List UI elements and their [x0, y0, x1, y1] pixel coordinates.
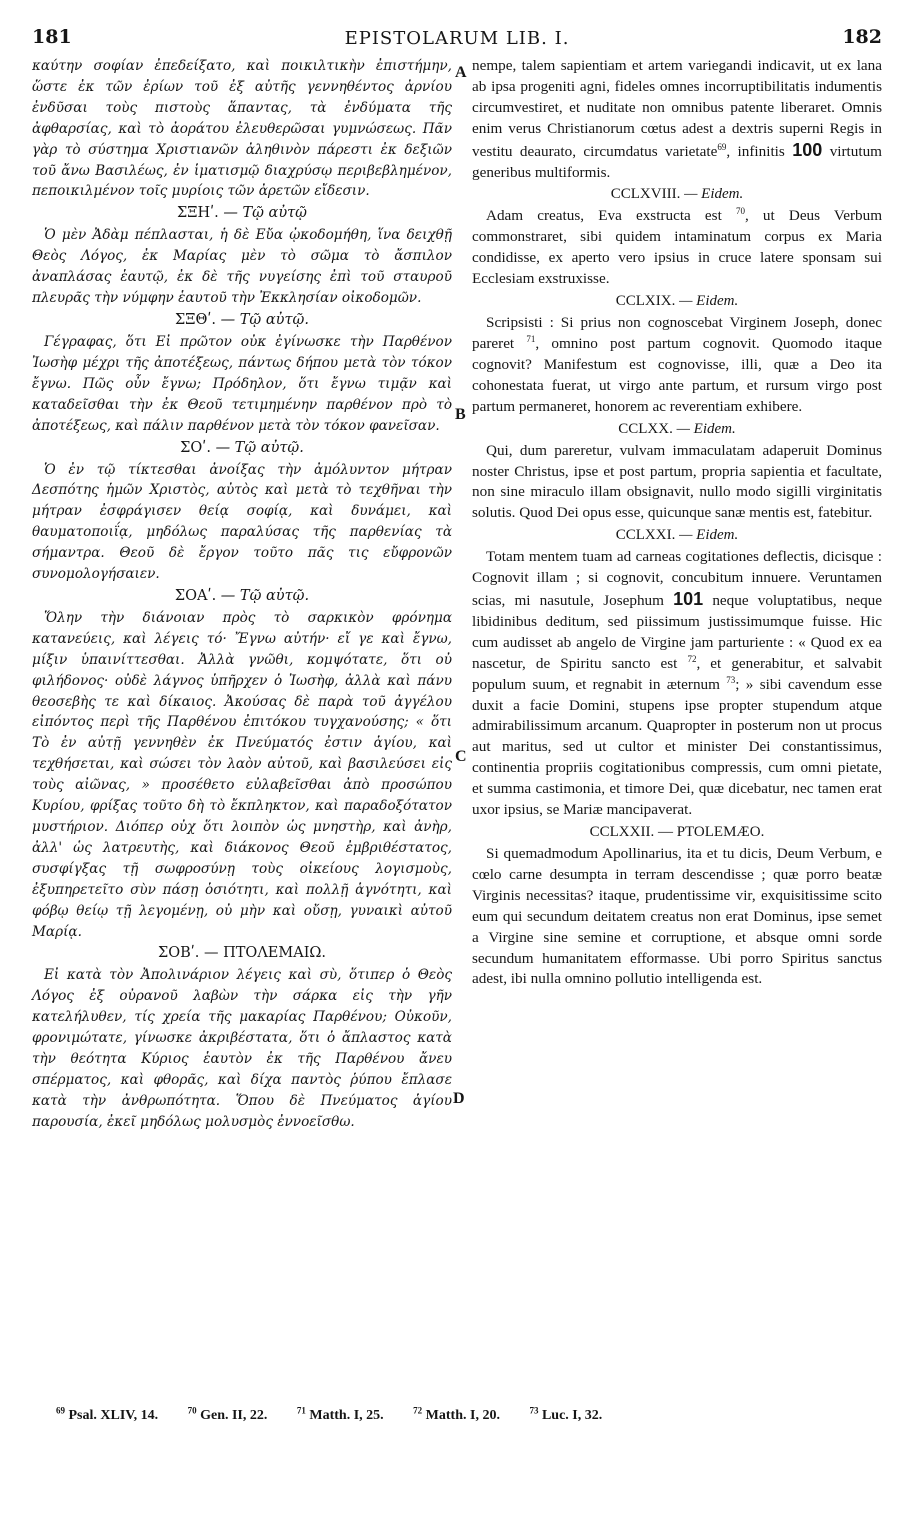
greek-paragraph: Ὁ μὲν Ἀδὰμ πέπλασται, ἡ δὲ Εὔα ᾠκοδομήθη, ἵνα δειχθῇ Θεὸς Λόγος, ἐκ Μαρίας μὲν τὸ σῶμα τὸ ἄσπιλον ἀναπλάσας ἑαυτῷ, ἐκ δὲ τῆς νυγείσης ἐπὶ τοῦ σταυροῦ πλευρᾶς τὴν νύμφην ἑαυτοῦ τὴν Ἐκκλησίαν οἰκοδομῶν. [32, 227, 452, 307]
footnote-number: 71 [296, 1405, 306, 1416]
column-number: 101 [673, 589, 704, 610]
footnote [529, 1405, 603, 1423]
page-number-right: 182 [842, 26, 882, 48]
footnote [187, 1405, 268, 1423]
margin-marker-d: D [453, 1090, 465, 1107]
footnote-ref: 72 [687, 653, 697, 664]
letter-number: CCLXXII. [589, 824, 655, 840]
text-run: , ut Deus Verbum commonstraret, sibi quidem intaminatum corpus ex Maria condidisse, ex aperto vero ipsius in cruce latere sponsam sui Ecclesiam exstruxisse. [472, 207, 883, 288]
footnote-ref: 71 [526, 333, 536, 344]
greek-paragraph: καύτην σοφίαν ἐπεδείξατο, καὶ ποικιλτικὴν ἐπιστήμην, ὥστε ἐκ τῶν ἐρίων τοῦ ἐξ αὐτῆς γεννηθέντος ἀρνίου ἐνδῦσαι τοὺς πιστοὺς ἅπαντας, τὰ ἐνδύματα τῆς ἀφθαρσίας, καὶ τὸ ἀοράτου ἐλευθερῶσαι γυμνώσεως. Πᾶν γὰρ τὸ σύστημα Χριστιανῶν ἀληθινὸν πάρεστι ἐκ δεξιῶν τοῦ ἄνω Βασιλέως, ἐν ἱματισμῷ διαχρύσῳ περιβεβλημένον, πεποικιλμένον τοῖς μυρίοις τῶν ἀρετῶν εἴδεσιν. [32, 58, 452, 200]
text-run: nempe, talem sapientiam et artem variegandi indicavit, ut ex lana ab ipsa progeniti agni, fideles omnes incorruptibilitatis indumentis circumvestiret, et nuditate non omnibus patente liberaret. Omnis enim verus Christianorum cœtus adest a dextris superni Regis in vestitu deaurato, circumdatus varietate [472, 57, 882, 160]
letter-number: ΣΟΒʹ. [157, 945, 200, 962]
latin-paragraph: Si quemadmodum Apollinarius, ita et tu dicis, Deum Verbum, e cœlo carne desumpta in terram descendisse ; quæ porro beatæ Virginis necessitas? itaque, prudentissime vir, exquisitissime scito eum qui secundum deitatem creatus non erat Dominus, ipse semet a Virgine sine semine et corruptione, et absque omni sorde secundum humanitatem efformasse. Ubi porro Spiritus sanctus adest, ibi nulla omnino pollutio intelligenda est. [472, 845, 882, 988]
text-run: ; » sibi cavendum esse duxit a facie Domini, stupens ipse propter stupendum atque admirabilissimum arcanum. Quapropter in posterum non ut procus aut maritus, sed ut cultor et minister Dei constantissimus, continentia propriis cogitationibus compressis, cum omni pietate, et summa castimonia, et timore Dei, quæ dicebatur, nec tamen erat uxor ipsius, se Mariæ mancipaverat. [472, 675, 882, 819]
latin-paragraph: Qui, dum pareretur, vulvam immaculatam adaperuit Dominus noster Christus, ipse et post partum, propria sapientia et facultate, non sine miraculo illam obsignavit, nullo modo sigilli virginitatis solutis. Quod Dei opus esse, quicunque sanæ mentis est, fatebitur. [472, 441, 882, 522]
text-run: Scripsisti : Si prius non cognoscebat Virginem Joseph, donec pareret [472, 314, 882, 352]
latin-letter-heading [472, 822, 882, 843]
footnote-text: Matth. I, 20. [425, 1408, 500, 1423]
footnote-text: Psal. XLIV, 14. [68, 1408, 159, 1423]
latin-paragraph [472, 313, 882, 418]
margin-marker-b: B [455, 406, 466, 423]
letter-addressee: — Eidem. [676, 420, 736, 437]
letter-number: CCLXIX. [615, 293, 676, 310]
text-run: neque voluptatibus, neque libidinibus deditum, sed piissimum justissimumque fuisse. Hic cum audisset ab angelo de Virgine jam parturiente : « Quod ex ea nascetur, de Spiritu sancto est [472, 592, 883, 672]
footnote-text: Matth. I, 25. [309, 1408, 384, 1423]
column-number: 100 [792, 139, 823, 160]
footnotes [56, 1405, 886, 1428]
greek-paragraph: Εἰ κατὰ τὸν Ἀπολινάριον λέγεις καὶ σὺ, ὅτιπερ ὁ Θεὸς Λόγος ἐξ οὐρανοῦ λαβὼν τὴν σάρκα εἰς τὴν γῆν κατελήλυθεν, τίς χρεία τῆς μακαρίας Παρθένου; Οὐκοῦν, φρονιμώτατε, γίνωσκε ἀκριβέστατα, ὅτι ὁ ἄπλαστος κατὰ τὴν θεότητα Κύριος ἑαυτὸν ἐκ τῆς Παρθένου ἄνευ σπέρματος, καὶ φθορᾶς, καὶ δίχα παντὸς ῥύπου ἔπλασε κατὰ τὴν ἀνθρωπότητα. Ὅπου δὲ Πνεύματος ἁγίου παρουσία, ἐκεῖ μηδόλως μολυσμὸς ἐννοεῖσθω. [32, 967, 452, 1130]
running-title: EPISTOLARUM LIB. I. [344, 28, 570, 49]
letter-addressee: — Τῷ αὐτῷ [223, 205, 308, 222]
greek-letter-heading [32, 586, 452, 607]
page-number-left: 181 [32, 26, 72, 48]
letter-addressee: — Eidem. [679, 293, 739, 310]
text-run: virtutum generibus multiformis. [472, 142, 882, 181]
letter-number: ΣΞΗʹ. [176, 205, 219, 222]
footnote-number: 73 [529, 1405, 539, 1416]
latin-column [472, 56, 882, 990]
text-run: , et generabitur, et salvabit populum suum, et regnabit in æternum [472, 654, 882, 693]
footnote-number: 69 [56, 1405, 65, 1416]
page-header [32, 26, 882, 52]
latin-letter-heading [472, 419, 882, 440]
footnote-text: Gen. II, 22. [200, 1408, 268, 1423]
letter-addressee: — PTOLEMÆO. [657, 824, 765, 840]
margin-marker-a: A [455, 64, 467, 81]
footnote [56, 1405, 159, 1423]
text-run: , omnino post partum cognovit. Quomodo itaque cognovit? Manifestum est cognovisse, illi, quæ a Deo ita cohonestata fuerat, ut virgo ante partum, et rursum virgo post partum permaneret, honorem ac reverentiam exhibere. [472, 334, 882, 415]
text-run: , infinitis [726, 142, 785, 160]
greek-letter-heading [32, 203, 452, 224]
margin-marker-c: C [455, 748, 467, 765]
footnote [296, 1405, 384, 1423]
latin-letter-heading [472, 184, 882, 205]
footnote-text: Luc. I, 32. [541, 1408, 603, 1423]
letter-number: ΣΟΑʹ. [174, 587, 217, 604]
footnote [413, 1405, 500, 1423]
greek-paragraph: Ὅλην τὴν διάνοιαν πρὸς τὸ σαρκικὸν φρόνημα κατανεύεις, καὶ λέγεις τό· Ἔγνω αὐτήν· εἴ γε καὶ ἔγνω, μίξιν ὑπαινίττεσθαι. Ἀλλὰ γνῶθι, κομψότατε, ὅτι οὐ φιλήδονος· οὐδὲ λάγνος ὑπῆρχεν ὁ Ἰωσὴφ, ἀλλὰ καὶ πάνυ θεοσεβὴς τε καὶ δίκαιος. Ἀκούσας δὲ παρὰ τοῦ ἀγγέλου εἰπόντος περὶ τῆς Παρθένου ἐπιτόκου τυγχανούσης; « ὅτι Τὸ ἐν αὐτῇ γεννηθὲν ἐκ Πνεύματός ἐστιν ἁγίου, καὶ τεχθήσεται, καὶ σώσει τὸν λαὸν αὐτοῦ, καὶ βασιλεύσει εἰς τοὺς αἰῶνας, » προσέθετο εὐλαβεῖσθαι ἀπὸ προσώπου Κυρίου, φρίξας τοῦτο δὴ τὸ ἔκπληκτον, καὶ παραδοξότατον μυστήριον. Διόπερ οὐχ ὅτι λοιπὸν ὡς μνηστὴρ, καὶ ἀνὴρ, ἀλλ' ὡς λατρευτὴς, καὶ διάκονος Θεοῦ ἐμβριθέστατος, συσφίγξας τῇ σωφροσύνῃ τοὺς οἰκείους λογισμοὺς, ἐξυπηρετεῖτο σὺν πάσῃ ὁσιότητι, καὶ πολλῇ ἁγνότητι, καὶ φόβῳ θείῳ τῇ λεγομένῃ, οὐ μὴν καὶ οὔσῃ, γυναικὶ αὐτοῦ Μαρίᾳ. [32, 609, 452, 940]
greek-column [32, 56, 452, 1133]
footnote-number: 70 [187, 1405, 197, 1416]
greek-paragraph: Ὁ ἐν τῷ τίκτεσθαι ἀνοίξας τὴν ἀμόλυντον μήτραν Δεσπότης ἡμῶν Χριστὸς, αὐτὸς καὶ μετὰ τὸ τεχθῆναι τὴν μήτραν ἐσφράγισεν θείᾳ σοφίᾳ, καὶ δυνάμει, καὶ θαυματοποιΐᾳ, μηδόλως παραλύσας τῆς παρθενίας τὰ σήμαντρα. Θεοῦ δὲ ἔργον τοῦτο πᾶς τις εὔφρονῶν συνομολογήσαιεν. [32, 461, 452, 583]
letter-addressee: — Τῷ αὐτῷ. [215, 439, 304, 456]
letter-number: CCLXXI. [615, 527, 676, 544]
footnote-ref: 69 [717, 141, 727, 152]
latin-letter-heading [472, 291, 882, 312]
letter-addressee: — Eidem. [684, 186, 744, 203]
greek-letter-heading [32, 943, 452, 964]
greek-letter-heading [32, 310, 452, 331]
latin-paragraph [472, 56, 882, 183]
letter-addressee: — Τῷ αὐτῷ. [220, 587, 310, 604]
text-run: Totam mentem tuam ad carneas cogitationes deflectis, dicisque : Cognovit illam ; si cognovit, concubitum innuere. Veruntamen scias, mi nasutule, Josephum [472, 548, 882, 610]
latin-letter-heading [472, 525, 882, 546]
letter-addressee: — Eidem. [679, 527, 739, 544]
letter-number: CCLXVIII. [610, 186, 681, 203]
letter-number: CCLXX. [618, 420, 673, 437]
greek-paragraph: Γέγραφας, ὅτι Εἰ πρῶτον οὐκ ἐγίνωσκε τὴν Παρθένον Ἰωσὴφ μέχρι τῆς ἀποτέξεως, πάντως δήπου μετὰ τὸν τόκον ἔγνω. Πῶς οὖν ἔγνω; Πρόδηλον, ὅτι ἔγνω τιμᾷν καὶ καταδεῖσθαι τὴν ἐκ Θεοῦ τετιμημένην παρθένον πρὸ τὸ ἀποτέξεως, καὶ πάλιν παρθένον μετὰ τὸν τόκον φανεῖσαν. [32, 333, 452, 434]
greek-letter-heading [32, 438, 452, 459]
footnote-ref: 73 [726, 674, 736, 685]
text-run: Adam creatus, Eva exstructa est [486, 207, 722, 225]
footnote-number: 72 [413, 1405, 423, 1416]
footnote-ref: 70 [735, 206, 745, 217]
letter-addressee: — Τῷ αὐτῷ. [220, 311, 309, 328]
letter-addressee: — ΠΤΟΛΕΜΑΙΩ. [204, 945, 327, 962]
letter-number: ΣΟʹ. [180, 439, 211, 456]
latin-paragraph [472, 547, 882, 821]
latin-paragraph [472, 206, 882, 290]
letter-number: ΣΞΘʹ. [175, 311, 217, 328]
